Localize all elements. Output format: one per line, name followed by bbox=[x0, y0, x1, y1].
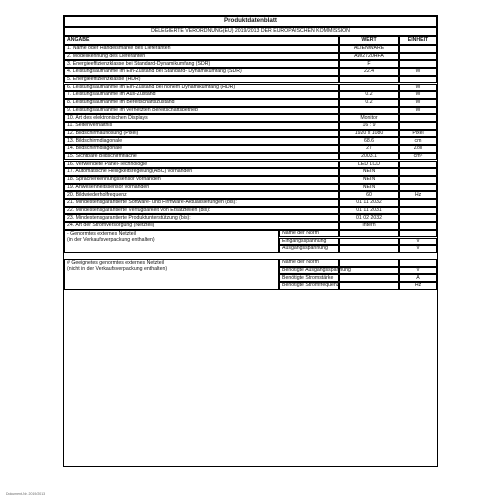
psu-label-line: # Geeignetes genormtes externes Netzteil bbox=[67, 259, 164, 266]
row-label: 14. Bildschirmdiagonale bbox=[64, 145, 339, 153]
psu-row-label: Ausgangsspannung bbox=[279, 245, 339, 253]
header-label: ANGABE bbox=[64, 36, 339, 45]
row-value: ALIENWARE bbox=[339, 45, 399, 53]
row-label: 13. Bildschirmdiagonale bbox=[64, 137, 339, 145]
row-label: 12. Bildschirmauflösung (Pixel) bbox=[64, 130, 339, 138]
row-value bbox=[339, 76, 399, 84]
row-unit: Pixel bbox=[399, 130, 437, 138]
psu-row-label: Name der Norm bbox=[279, 230, 339, 238]
row-unit: W bbox=[399, 84, 437, 92]
psu-row-value bbox=[339, 230, 399, 238]
row-unit bbox=[399, 176, 437, 184]
psu-row-unit bbox=[399, 230, 437, 238]
row-label: 22. Mindestensgarantierte Verfügbarkeit von Ersatzteilen (bis): bbox=[64, 207, 339, 215]
row-value: 01 11 2032 bbox=[339, 199, 399, 207]
row-value: Intern bbox=[339, 222, 399, 230]
row-label: 8. Leistungsaufnahme im Bereitschaftszustand bbox=[64, 99, 339, 107]
row-unit bbox=[399, 76, 437, 84]
psu-row-value bbox=[339, 274, 399, 282]
row-value: 68.6 bbox=[339, 137, 399, 145]
row-unit bbox=[399, 122, 437, 130]
footer-note: Dokument-Nr. 2019/2013 bbox=[6, 492, 46, 496]
row-value: LED LCD bbox=[339, 161, 399, 169]
psu-row-unit bbox=[399, 259, 437, 267]
row-label: 20. Bildwiederholfrequenz bbox=[64, 191, 339, 199]
row-unit bbox=[399, 214, 437, 222]
row-value: NEIN bbox=[339, 184, 399, 192]
row-label: 7. Leistungsaufnahme im Aus-Zustand bbox=[64, 91, 339, 99]
psu-row-label: Benötigte Ausgangsspannung bbox=[279, 267, 339, 275]
psu-label-line: - Genormtes externes Netzteil bbox=[67, 230, 136, 237]
row-unit bbox=[399, 45, 437, 53]
row-value: 22.4 bbox=[339, 68, 399, 76]
psu-row-label: Name der Norm bbox=[279, 259, 339, 267]
row-value: 01 11 2031 bbox=[339, 207, 399, 215]
row-unit: Zoll bbox=[399, 145, 437, 153]
row-unit bbox=[399, 222, 437, 230]
psu-row-unit: V bbox=[399, 238, 437, 246]
row-label: 9. Leistungsaufnahme im vernetzten Bereitschaftsbetrieb bbox=[64, 107, 339, 115]
psu-row-label: Benötigte Stromfrequenz bbox=[279, 282, 339, 290]
row-value: 0.2 bbox=[339, 91, 399, 99]
sheet-title: Produktdatenblatt bbox=[64, 16, 437, 27]
row-value bbox=[339, 84, 399, 92]
psu-row-value bbox=[339, 245, 399, 253]
row-unit bbox=[399, 60, 437, 68]
sheet-subtitle: DELEGIERTE VERORDNUNG(EU) 2019/2013 DER EUROPÄISCHEN KOMMISSION bbox=[64, 27, 437, 36]
row-unit: W bbox=[399, 68, 437, 76]
psu-row-unit: A bbox=[399, 274, 437, 282]
row-label: 19. Anwesenheitssensor vorhanden bbox=[64, 184, 339, 192]
row-value bbox=[339, 107, 399, 115]
psu-row-value bbox=[339, 282, 399, 290]
row-value: 2003.1 bbox=[339, 153, 399, 161]
row-unit bbox=[399, 161, 437, 169]
row-value: 16 : 9 bbox=[339, 122, 399, 130]
psu-row-unit: V bbox=[399, 245, 437, 253]
row-label: 16. Verwendete Panel-Technologie bbox=[64, 161, 339, 169]
row-unit bbox=[399, 114, 437, 122]
row-label: 10. Art des elektronischen Displays bbox=[64, 114, 339, 122]
row-label: 2. Modellkennung des Lieferanten bbox=[64, 53, 339, 61]
product-data-sheet bbox=[63, 15, 438, 467]
internal-psu-label bbox=[64, 230, 279, 253]
row-label: 6. Leistungsaufnahme im Ein-Zustand bei hohem Dynamikumfang (HDR) bbox=[64, 84, 339, 92]
row-unit: cm bbox=[399, 137, 437, 145]
row-value: NEIN bbox=[339, 176, 399, 184]
psu-row-value bbox=[339, 238, 399, 246]
row-unit: W bbox=[399, 91, 437, 99]
header-value: WERT bbox=[339, 36, 399, 45]
row-unit bbox=[399, 207, 437, 215]
row-unit: Hz bbox=[399, 191, 437, 199]
psu-row-value bbox=[339, 259, 399, 267]
row-value: 60 bbox=[339, 191, 399, 199]
row-value: F bbox=[339, 60, 399, 68]
row-value: NEIN bbox=[339, 168, 399, 176]
row-label: 23. Mindestensgarantierte Produktunterstützung (bis): bbox=[64, 214, 339, 222]
row-value: AW2720HFA bbox=[339, 53, 399, 61]
row-label: 15. Sichtbare Bildschirmfläche bbox=[64, 153, 339, 161]
psu-row-unit: V bbox=[399, 267, 437, 275]
row-label: 18. Spracherkennungssensor vorhanden bbox=[64, 176, 339, 184]
row-unit: W bbox=[399, 99, 437, 107]
row-label: 1. Name oder Handelsmarke des Lieferanten bbox=[64, 45, 339, 53]
psu-row-value bbox=[339, 267, 399, 275]
psu-row-label: Benötigte Stromstärke bbox=[279, 274, 339, 282]
row-label: 5. Energieeffizienzklasse (HDR) bbox=[64, 76, 339, 84]
external-psu-label bbox=[64, 259, 279, 290]
row-label: 11. Seitenverhältnis bbox=[64, 122, 339, 130]
row-label: 17. Automatische Helligkeitsregelung(ABC) vorhanden bbox=[64, 168, 339, 176]
row-unit: cm² bbox=[399, 153, 437, 161]
psu-label-line: (nicht in der Verkaufsverpackung enthalten) bbox=[67, 266, 168, 273]
row-unit bbox=[399, 184, 437, 192]
psu-row-unit: Hz bbox=[399, 282, 437, 290]
row-label: 21. Mindestensgarantierte Software- und Firmware-Aktualisierungen (bis): bbox=[64, 199, 339, 207]
row-label: 3. Energieeffizienzklasse bei Standard-Dynamikumfang (SDR) bbox=[64, 60, 339, 68]
row-value: 0.2 bbox=[339, 99, 399, 107]
row-value: 27 bbox=[339, 145, 399, 153]
row-value: Monitor bbox=[339, 114, 399, 122]
row-label: 4. Leistungsaufnahme im Ein-Zustand bei Standard- Dynamikumfang (SDR) bbox=[64, 68, 339, 76]
row-label: 24. Art der Stromversorgung (Netzteil) bbox=[64, 222, 339, 230]
header-unit: EINHEIT bbox=[399, 36, 437, 45]
psu-row-label: Eingangsspannung bbox=[279, 238, 339, 246]
row-unit bbox=[399, 168, 437, 176]
row-unit bbox=[399, 199, 437, 207]
row-unit bbox=[399, 53, 437, 61]
row-value: 1920 x 1080 bbox=[339, 130, 399, 138]
psu-label-line: (in der Verkaufsverpackung enthalten) bbox=[67, 237, 155, 243]
row-unit: W bbox=[399, 107, 437, 115]
row-value: 01 02 2032 bbox=[339, 214, 399, 222]
